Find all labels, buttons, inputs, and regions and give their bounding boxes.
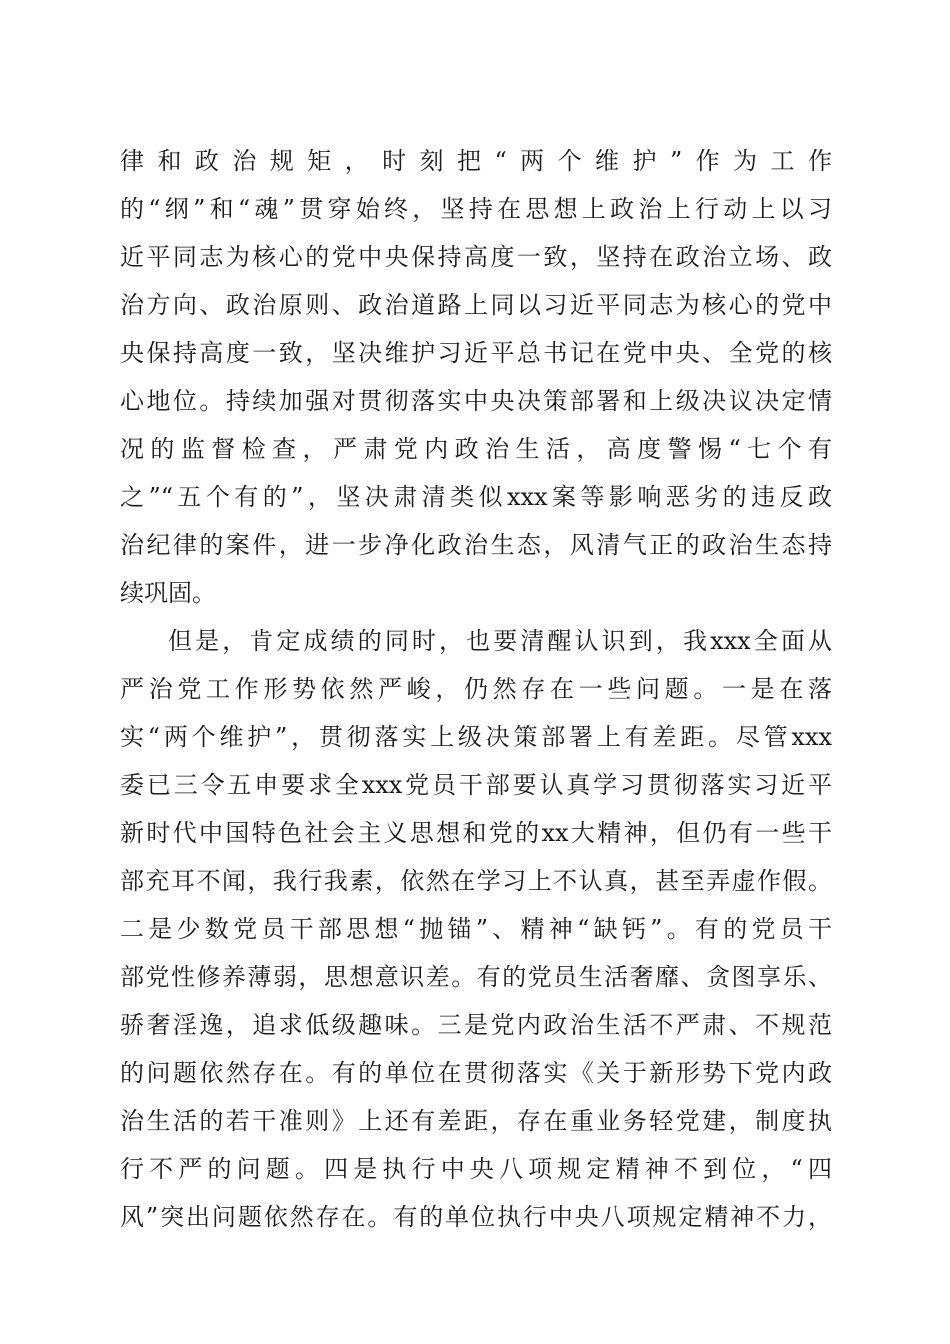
text-line: 的“纲”和“魂”贯穿始终，坚持在思想上政治上行动上以习	[120, 195, 832, 223]
body-text	[120, 137, 832, 1241]
text-line: 行不严的问题。四是执行中央八项规定精神不到位，“四	[120, 1155, 832, 1183]
text-line: 但是，肯定成绩的同时，也要清醒认识到，我xxx全面从	[168, 627, 832, 655]
text-line: 近平同志为核心的党中央保持高度一致，坚持在政治立场、政	[120, 243, 832, 271]
text-line: 新时代中国特色社会主义思想和党的xx大精神，但仍有一些干	[120, 819, 832, 847]
text-line: 况的监督检查，严肃党内政治生活，高度警惕“七个有	[120, 435, 832, 463]
text-line: 治方向、政治原则、政治道路上同以习近平同志为核心的党中	[120, 291, 832, 319]
text-line: 骄奢淫逸，追求低级趣味。三是党内政治生活不严肃、不规范	[120, 1011, 832, 1039]
text-line: 治纪律的案件，进一步净化政治生态，风清气正的政治生态持	[120, 531, 832, 559]
text-line: 律和政治规矩，时刻把“两个维护”作为工作	[120, 147, 832, 175]
text-line: 委已三令五申要求全xxx党员干部要认真学习贯彻落实习近平	[120, 771, 832, 799]
text-line: 风”突出问题依然存在。有的单位执行中央八项规定精神不力，	[120, 1203, 832, 1231]
text-line: 部党性修养薄弱，思想意识差。有的党员生活奢靡、贪图享乐、	[120, 963, 832, 991]
text-line: 之”“五个有的”，坚决肃清类似xxx案等影响恶劣的违反政	[120, 483, 832, 511]
text-line: 实“两个维护”，贯彻落实上级决策部署上有差距。尽管xxx	[120, 723, 832, 751]
text-line: 严治党工作形势依然严峻，仍然存在一些问题。一是在落	[120, 675, 832, 703]
text-line: 二是少数党员干部思想“抛锚”、精神“缺钙”。有的党员干	[120, 915, 832, 943]
text-line: 续巩固。	[120, 579, 216, 607]
text-line: 央保持高度一致，坚决维护习近平总书记在党中央、全党的核	[120, 339, 832, 367]
text-line: 部充耳不闻，我行我素，依然在学习上不认真，甚至弄虚作假。	[120, 867, 832, 895]
text-line: 的问题依然存在。有的单位在贯彻落实《关于新形势下党内政	[120, 1059, 832, 1087]
text-line: 治生活的若干准则》上还有差距，存在重业务轻党建，制度执	[120, 1107, 832, 1135]
text-line: 心地位。持续加强对贯彻落实中央决策部署和上级决议决定情	[120, 387, 832, 415]
